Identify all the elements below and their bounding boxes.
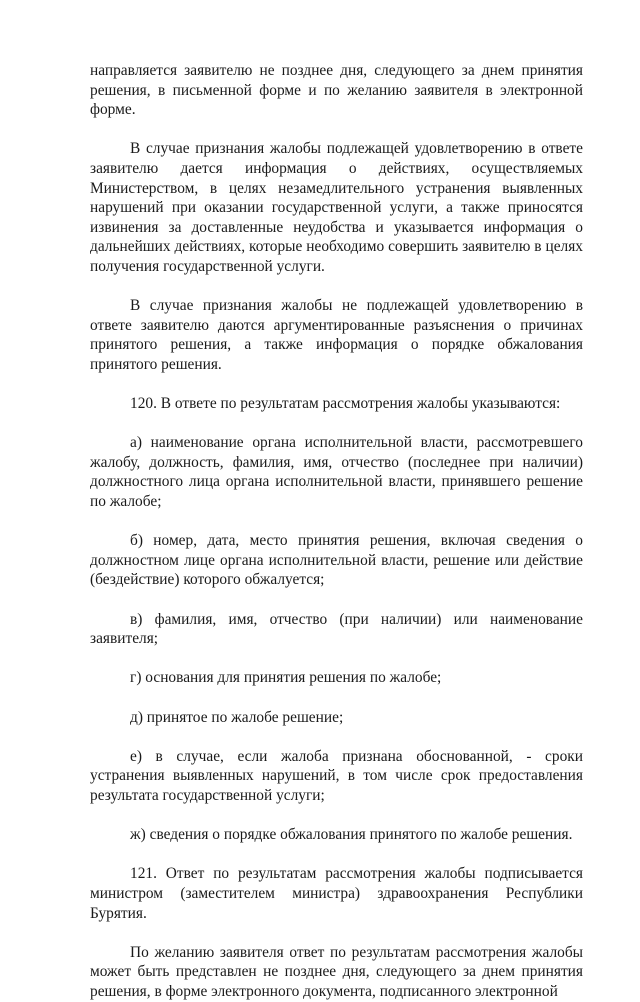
list-item-d: д) принятое по жалобе решение;	[130, 708, 344, 726]
paragraph-complaint-satisfied: В случае признания жалобы подлежащей удовлетворению в ответе заявителю дается информация о действиях, осуществляемых Министерством, в целях незамедлительного устранения выявленных нарушений при оказании государственной услуги, а также приносятся извинения за доставленные неудобства и указывается информация о дальнейших действиях, которые необходимо совершить заявителю в целях получения государственной услуги.	[90, 140, 583, 275]
paragraph-clause-120: 120. В ответе по результатам рассмотрения жалобы указываются:	[130, 395, 561, 413]
list-item-b: б) номер, дата, место принятия решения, включая сведения о должностном лице органа исполнительной власти, решение или действие (бездействие) которого обжалуется;	[90, 532, 583, 589]
paragraph-electronic-response: По желанию заявителя ответ по результатам рассмотрения жалобы может быть представлен не позднее дня, следующего за днем принятия решения, в форме электронного документа, подписанного электронной	[90, 943, 583, 1000]
list-item-v: в) фамилия, имя, отчество (при наличии) или наименование заявителя;	[90, 610, 583, 648]
paragraph-continuation: направляется заявителю не позднее дня, следующего за днем принятия решения, в письменной форме и по желанию заявителя в электронной форме.	[90, 62, 583, 119]
list-item-g: г) основания для принятия решения по жалобе;	[130, 669, 442, 687]
list-item-zh: ж) сведения о порядке обжалования принятого по жалобе решения.	[130, 826, 573, 844]
list-item-a: а) наименование органа исполнительной власти, рассмотревшего жалобу, должность, фамилия, имя, отчество (последнее при наличии) должностного лица органа исполнительной власти, принявшего решение по жалобе;	[90, 434, 583, 511]
paragraph-complaint-rejected: В случае признания жалобы не подлежащей удовлетворению в ответе заявителю даются аргументированные разъяснения о причинах принятого решения, а также информация о порядке обжалования принятого решения.	[90, 297, 583, 373]
list-item-e: е) в случае, если жалоба признана обоснованной, - сроки устранения выявленных нарушений, в том числе срок предоставления результата государственной услуги;	[90, 747, 583, 804]
paragraph-clause-121: 121. Ответ по результатам рассмотрения жалобы подписывается министром (заместителем министра) здравоохранения Республики Бурятия.	[90, 865, 583, 922]
